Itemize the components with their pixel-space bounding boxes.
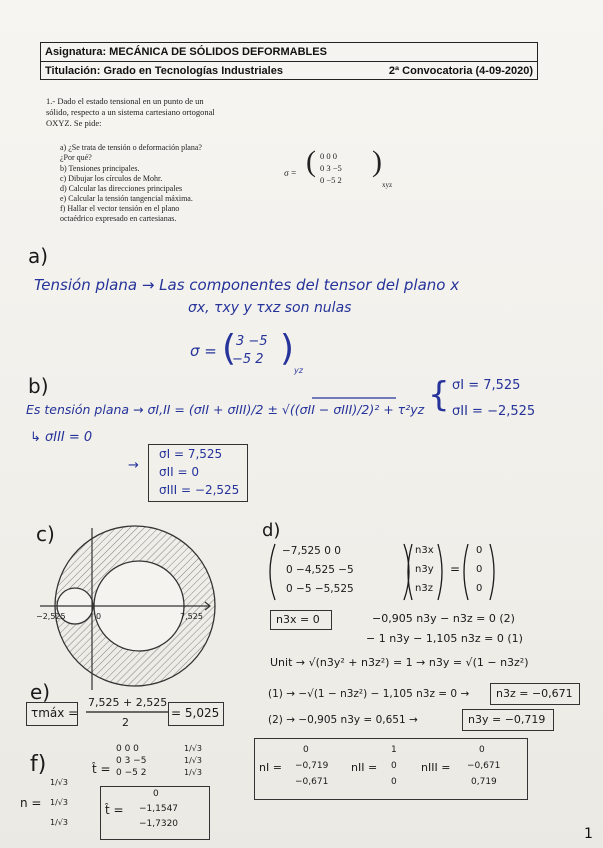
f-n-label: n = (20, 796, 42, 810)
e-lhs-box (26, 702, 78, 726)
mohr-tick-right: 7,525 (180, 612, 203, 621)
d-matrix-lbracket (270, 544, 275, 600)
d-boxed-text: n3x = 0 (276, 613, 320, 626)
d-vec-rbracket (438, 544, 442, 600)
a-tensor-row-1: 3 −5 (236, 334, 268, 349)
b-result-1: σI = 7,525 (452, 378, 521, 393)
matrix-row-2: 0 3 −5 (320, 163, 342, 173)
e-lhs: τmáx = (31, 706, 79, 720)
d-matrix-row-2: 0 −4,525 −5 (286, 564, 354, 576)
item-c: c) Dibujar los círculos de Mohr. (60, 174, 163, 183)
b-result-brace: { (428, 375, 450, 415)
f-tv-2: 1/√3 (184, 756, 202, 765)
d-unit: Unit → √(n3y² + n3z²) = 1 → n3y = √(1 − n3z²) (270, 656, 529, 669)
d-zero-3: 0 (476, 583, 483, 594)
page-number: 1 (584, 826, 593, 842)
matrix-label: σ = (284, 168, 297, 178)
d-zero-lbracket (464, 544, 468, 600)
f-nII-2: 0 (391, 761, 397, 771)
matrix-row-1: 0 0 0 (320, 151, 337, 161)
a-line-1: Tensión plana → Las componentes del tensor del plano x (34, 276, 460, 294)
item-f2: octaédrico expresado en cartesianas. (60, 214, 177, 223)
f-nIII-3: 0,719 (471, 777, 497, 787)
d-boxed-n3x (270, 610, 332, 630)
e-denominator: 2 (122, 716, 129, 729)
degree-title: Titulación: Grado en Tecnologías Industriales (45, 65, 283, 77)
mohr-tick-left: −2,525 (36, 612, 66, 621)
f-nv-3: 1/√3 (50, 818, 68, 827)
b-box-2: σII = 0 (159, 465, 200, 479)
a-tensor-row-2: −5 2 (232, 352, 264, 367)
a-tensor-sub: yz (294, 366, 303, 375)
d-matrix-row-3: 0 −5 −5,525 (286, 583, 354, 595)
statement-line-3: OXYZ. Se pide: (46, 118, 102, 128)
label-f: f) (30, 752, 47, 777)
f-t-label: t̂ = (92, 762, 111, 776)
a-line-2: σx, τxy y τxz son nulas (188, 300, 352, 316)
d-res-1-box (490, 683, 580, 705)
label-d: d) (262, 520, 281, 541)
a-tensor-lhs: σ = (190, 342, 217, 360)
matrix-row-3: 0 −5 2 (320, 175, 342, 185)
f-t-row-3: 0 −5 2 (116, 768, 147, 778)
f-nI-label: nI = (259, 761, 282, 774)
e-result: = 5,025 (171, 706, 220, 720)
d-matrix-row-1: −7,525 0 0 (282, 545, 341, 557)
label-e: e) (30, 680, 51, 704)
b-result-2: σII = −2,525 (452, 404, 536, 419)
item-a2: ¿Por qué? (60, 153, 92, 162)
f-nIII-2: −0,671 (467, 761, 501, 771)
label-b: b) (28, 374, 49, 398)
f-nv-2: 1/√3 (50, 798, 68, 807)
d-eq-1: − 1 n3y − 1,105 n3z = 0 (1) (366, 632, 523, 645)
f-nII-label: nII = (351, 761, 378, 774)
d-eq-2: −0,905 n3y − n3z = 0 (2) (372, 612, 515, 625)
b-box-3: σIII = −2,525 (159, 483, 240, 497)
item-b: b) Tensiones principales. (60, 164, 140, 173)
statement-line-1: 1.- Dado el estado tensional en un punto de un (46, 96, 204, 106)
f-nIII-label: nIII = (421, 761, 451, 774)
matrix-subscript: xyz (382, 181, 393, 189)
f-tv-1: 1/√3 (184, 744, 202, 753)
d-res-1: n3z = −0,671 (496, 687, 573, 700)
label-c: c) (36, 522, 55, 546)
d-zero-rbracket (490, 544, 494, 600)
item-d: d) Calcular las direcciones principales (60, 184, 183, 193)
f-tres-label: t̂ = (105, 803, 124, 817)
f-tres-1: 0 (153, 789, 159, 799)
d-vec-lbracket (408, 544, 412, 600)
f-t-row-2: 0 3 −5 (116, 756, 147, 766)
item-f: f) Hallar el vector tensión en el plano (60, 204, 180, 213)
d-res-2-box (462, 709, 554, 731)
b-note: ↳ σIII = 0 (30, 430, 93, 445)
subject-title: Asignatura: MECÁNICA DE SÓLIDOS DEFORMABLES (45, 46, 327, 58)
item-a: a) ¿Se trata de tensión o deformación plana? (60, 143, 202, 152)
mohr-tick-mid: 0 (96, 612, 102, 621)
b-box-1: σI = 7,525 (159, 447, 223, 461)
a-tensor-lparen: ( (222, 328, 237, 369)
f-tres-2: −1,1547 (139, 804, 179, 814)
d-sub-2: (2) → −0,905 n3y = 0,651 → (268, 714, 418, 726)
item-e: e) Calcular la tensión tangencial máxima. (60, 194, 193, 203)
statement-line-2: sólido, respecto a un sistema cartesiano ortogonal (46, 107, 215, 117)
f-nI-3: −0,671 (295, 777, 329, 787)
matrix-left-paren: ( (306, 145, 316, 178)
f-nI-2: −0,719 (295, 761, 329, 771)
f-nII-3: 0 (391, 777, 397, 787)
d-vec-row-2: n3y (415, 564, 434, 575)
d-sub-1: (1) → −√(1 − n3z²) − 1,105 n3z = 0 → (268, 688, 470, 700)
d-equals: = (450, 562, 461, 576)
call-date: 2ª Convocatoria (4-09-2020) (388, 65, 533, 77)
f-nI-1: 0 (303, 745, 309, 755)
d-res-2: n3y = −0,719 (468, 713, 546, 726)
d-vec-row-1: n3x (415, 545, 434, 556)
d-zero-2: 0 (476, 564, 483, 575)
f-nv-1: 1/√3 (50, 778, 68, 787)
b-arrow: → (128, 458, 139, 473)
a-tensor-rparen: ) (280, 328, 295, 369)
matrix-right-paren: ) (372, 145, 382, 178)
f-directions-box (254, 738, 528, 800)
f-tv-3: 1/√3 (184, 768, 202, 777)
e-numerator: 7,525 + 2,525 (88, 696, 168, 709)
b-line-1: Es tensión plana → σI,II = (σII + σIII)/2 ± √((σII − σIII)/2)² + τ²yz (26, 402, 425, 417)
f-tres-3: −1,7320 (139, 819, 179, 829)
e-result-box (168, 702, 224, 726)
f-nIII-1: 0 (479, 745, 485, 755)
label-a: a) (28, 244, 49, 268)
f-t-result-box (100, 786, 210, 840)
d-vec-row-3: n3z (415, 583, 433, 594)
f-t-row-1: 0 0 0 (116, 744, 139, 754)
f-nII-1: 1 (391, 745, 397, 755)
d-zero-1: 0 (476, 545, 483, 556)
